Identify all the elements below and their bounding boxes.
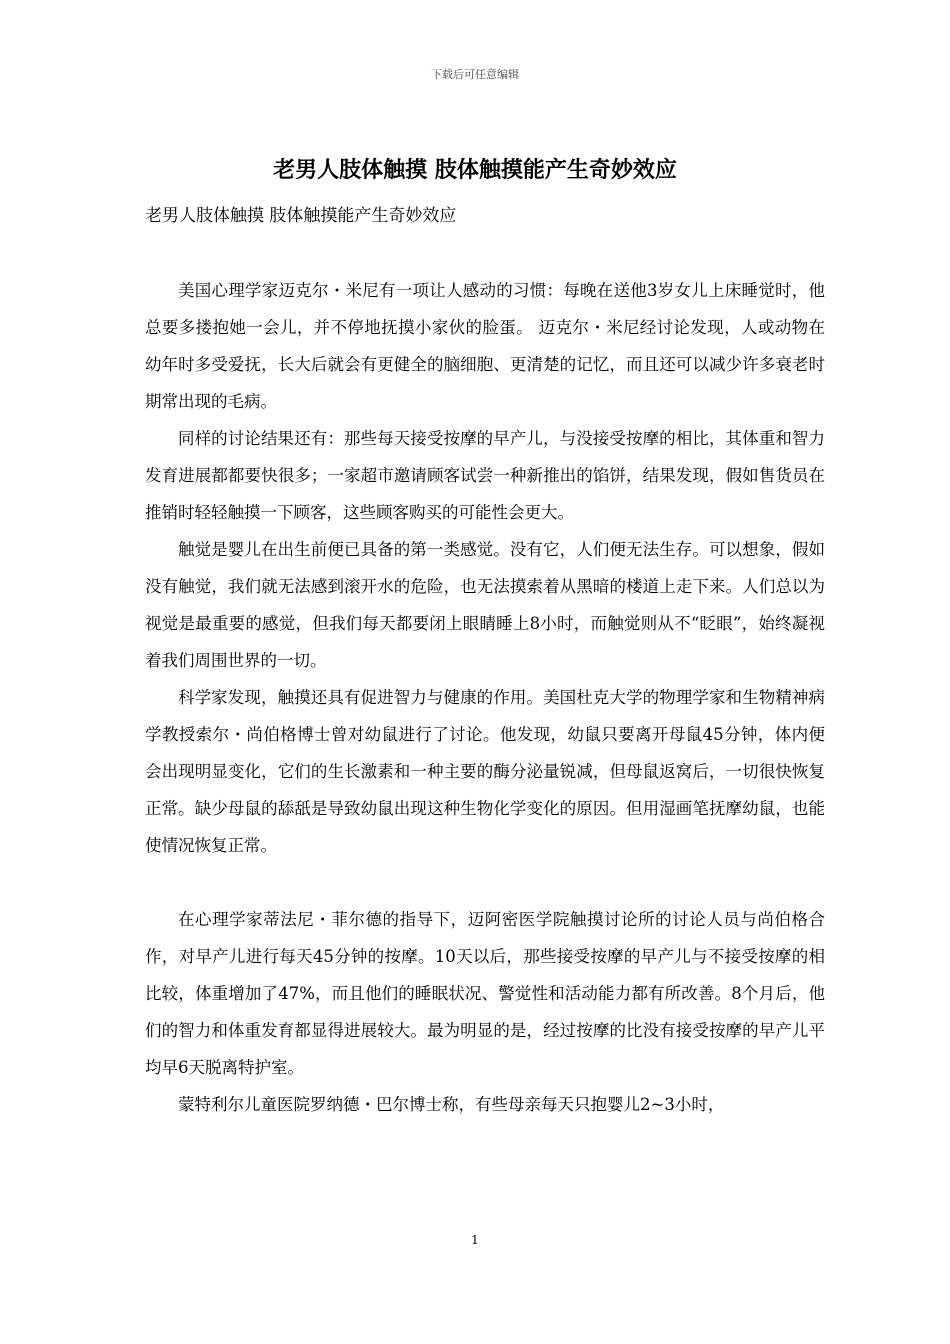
document-title: 老男人肢体触摸 肢体触摸能产生奇妙效应 [273,157,677,183]
document-body [145,272,825,1123]
paragraph-2: 同样的讨论结果还有：那些每天接受按摩的早产儿，与没接受按摩的相比，其体重和智力发育进展都都要快很多；一家超市邀请顾客试尝一种新推出的馅饼，结果发现，假如售货员在推销时轻轻触摸一下顾客，这些顾客购买的可能性会更大。 [145,429,825,522]
document-subtitle: 老男人肢体触摸 肢体触摸能产生奇妙效应 [145,206,457,226]
page-header-note: 下载后可任意编辑 [431,68,519,81]
paragraph-3: 触觉是婴儿在出生前便已具备的第一类感觉。没有它，人们便无法生存。可以想象，假如没有触觉，我们就无法感到滚开水的危险，也无法摸索着从黑暗的楼道上走下来。人们总以为视觉是最重要的感觉，但我们每天都要闭上眼睛睡上8小时，而触觉则从不“眨眼”，始终凝视着我们周围世界的一切。 [145,540,825,670]
page-number: 1 [471,1233,479,1247]
paragraph-gap [145,864,825,901]
paragraph-6: 蒙特利尔儿童医院罗纳德・巴尔博士称，有些母亲每天只抱婴儿2~3小时， [178,1095,725,1114]
paragraph-4: 科学家发现，触摸还具有促进智力与健康的作用。美国杜克大学的物理学家和生物精神病学教授索尔・尚伯格博士曾对幼鼠进行了讨论。他发现，幼鼠只要离开母鼠45分钟，体内便会出现明显变化，它们的生长激素和一种主要的酶分泌量锐减，但母鼠返窝后，一切很快恢复正常。缺少母鼠的舔舐是导致幼鼠出现这种生物化学变化的原因。但用湿画笔抚摩幼鼠，也能使情况恢复正常。 [145,688,825,855]
paragraph-1: 美国心理学家迈克尔・米尼有一项让人感动的习惯：每晚在送他3岁女儿上床睡觉时，他总要多搂抱她一会儿，并不停地抚摸小家伙的脸蛋。 迈克尔・米尼经讨论发现，人或动物在幼年时多受爱抚，长大后就会有更健全的脑细胞、更清楚的记忆，而且还可以减少许多衰老时期常出现的毛病。 [145,281,825,411]
paragraph-5: 在心理学家蒂法尼・菲尔德的指导下，迈阿密医学院触摸讨论所的讨论人员与尚伯格合作，对早产儿进行每天45分钟的按摩。10天以后，那些接受按摩的早产儿与不接受按摩的相比较，体重增加了47%，而且他们的睡眠状况、警觉性和活动能力都有所改善。8个月后，他们的智力和体重发育都显得进展较大。最为明显的是，经过按摩的比没有接受按摩的早产儿平均早6天脱离特护室。 [145,910,825,1077]
